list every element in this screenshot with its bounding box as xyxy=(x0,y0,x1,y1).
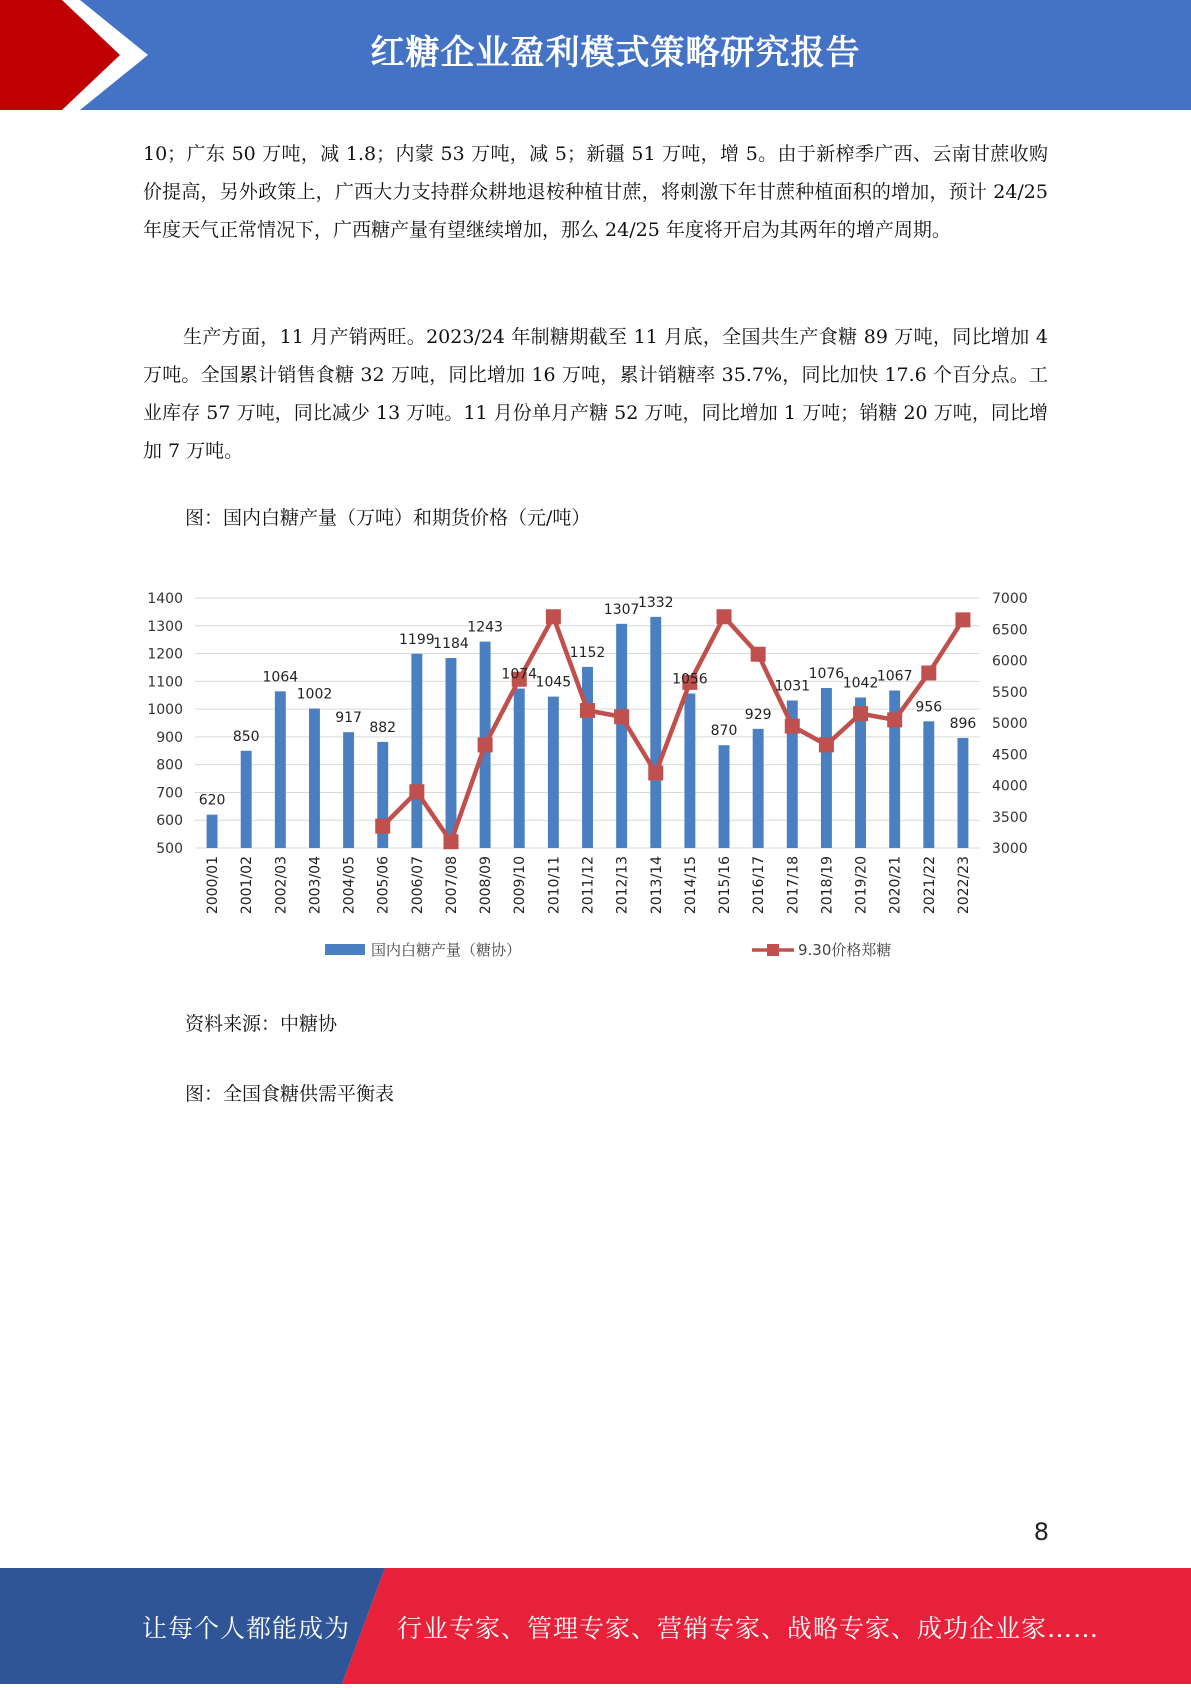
y-right-tick-label: 5000 xyxy=(992,716,1028,732)
y-left-tick-label: 800 xyxy=(156,757,183,774)
bar xyxy=(275,691,286,848)
x-tick-label: 2013/14 xyxy=(648,856,665,915)
price-marker xyxy=(921,666,936,681)
x-tick-label: 2019/20 xyxy=(853,856,870,915)
bar-data-label: 1307 xyxy=(603,601,640,618)
body-paragraph-1: 10；广东 50 万吨，减 1.8；内蒙 53 万吨，减 5；新疆 51 万吨，增 5。由于新榨季广西、云南甘蔗收购价提高，另外政策上，广西大力支持群众耕地退桉种植甘蔗，将刺激下年甘蔗种植面积的增加，预计 24/25 年度天气正常情况下，广西糖产量有望继续增加，那么 24/25 年度将开启为其两年的增产周期。 xyxy=(143,143,1048,241)
price-marker xyxy=(887,712,902,727)
footer-slogan-left: 让每个人都能成为 xyxy=(142,1614,351,1643)
x-tick-label: 2021/22 xyxy=(921,856,938,915)
x-tick-label: 2018/19 xyxy=(819,856,836,915)
legend-bar-swatch xyxy=(325,944,365,955)
bar xyxy=(753,729,764,848)
y-left-tick-label: 1200 xyxy=(147,646,183,663)
bar xyxy=(923,721,934,848)
y-left-tick-label: 600 xyxy=(156,813,183,830)
bar xyxy=(207,815,218,848)
source-note: 资料来源：中糖协 xyxy=(185,1013,338,1035)
x-tick-label: 2016/17 xyxy=(751,856,768,915)
bar xyxy=(821,688,832,848)
page-number: 8 xyxy=(1033,1518,1049,1546)
bar-data-label: 1002 xyxy=(296,686,333,703)
bar-data-label: 956 xyxy=(915,699,943,716)
x-tick-label: 2014/15 xyxy=(682,856,699,915)
bar-data-label: 850 xyxy=(232,728,260,745)
price-marker xyxy=(478,737,493,752)
table-caption: 图：全国食糖供需平衡表 xyxy=(185,1083,395,1105)
bar xyxy=(548,697,559,848)
price-marker xyxy=(409,784,424,799)
price-marker xyxy=(785,719,800,734)
y-left-tick-label: 1400 xyxy=(147,591,183,607)
x-tick-label: 2011/12 xyxy=(580,856,597,915)
x-tick-label: 2010/11 xyxy=(546,856,563,915)
y-right-tick-label: 3000 xyxy=(992,841,1028,857)
bar-data-label: 896 xyxy=(949,716,977,732)
legend-bar-label: 国内白糖产量（糖协） xyxy=(371,941,522,959)
x-tick-label: 2001/02 xyxy=(239,856,256,915)
x-tick-label: 2003/04 xyxy=(307,856,324,915)
y-right-tick-label: 5500 xyxy=(992,684,1028,701)
bar xyxy=(343,732,354,848)
bar xyxy=(616,624,627,848)
bar-data-label: 1152 xyxy=(569,644,606,661)
y-right-tick-label: 6000 xyxy=(992,653,1028,670)
x-tick-label: 2002/03 xyxy=(273,856,290,915)
y-right-tick-label: 3500 xyxy=(992,809,1028,826)
bar-data-label: 1042 xyxy=(842,675,879,692)
bar-data-label: 1064 xyxy=(262,669,299,686)
bar-data-label: 929 xyxy=(744,706,772,723)
x-tick-label: 2008/09 xyxy=(478,856,495,915)
bar-data-label: 1056 xyxy=(672,671,708,688)
x-tick-label: 2012/13 xyxy=(614,856,631,915)
x-tick-label: 2020/21 xyxy=(887,856,904,915)
bar xyxy=(309,709,320,848)
bar-data-label: 1074 xyxy=(501,666,538,683)
price-line xyxy=(383,617,963,842)
bar xyxy=(650,617,661,848)
x-tick-label: 2004/05 xyxy=(341,856,358,915)
y-left-tick-label: 1100 xyxy=(147,674,183,691)
y-left-tick-label: 900 xyxy=(156,729,183,746)
bar xyxy=(446,658,457,848)
price-marker xyxy=(955,612,970,627)
x-tick-label: 2015/16 xyxy=(717,856,734,915)
report-title: 红糖企业盈利模式策略研究报告 xyxy=(370,33,861,73)
bar xyxy=(411,654,422,848)
price-marker xyxy=(614,709,629,724)
bar-data-label: 1076 xyxy=(808,666,845,682)
x-tick-label: 2009/10 xyxy=(512,856,529,915)
y-right-tick-label: 4000 xyxy=(992,778,1028,795)
y-left-tick-label: 1300 xyxy=(147,618,183,635)
y-right-tick-label: 4500 xyxy=(992,747,1028,764)
price-marker xyxy=(853,706,868,721)
bar xyxy=(719,745,730,848)
bar xyxy=(957,738,968,848)
x-tick-label: 2017/18 xyxy=(785,856,802,915)
page-header xyxy=(0,0,1191,110)
x-tick-label: 2006/07 xyxy=(409,856,426,915)
price-marker xyxy=(819,737,834,752)
y-right-tick-label: 6500 xyxy=(992,622,1028,639)
bar-data-label: 882 xyxy=(369,719,397,736)
chart-caption: 图：国内白糖产量（万吨）和期货价格（元/吨） xyxy=(185,507,591,529)
body-paragraph-2: 生产方面，11 月产销两旺。2023/24 年制糖期截至 11 月底，全国共生产食糖 89 万吨，同比增加 4 万吨。全国累计销售食糖 32 万吨，同比增加 16 万吨，累计销糖率 35.7%，同比加快 17.6 个百分点。工业库存 57 万吨，同比减少 13 万吨。11 月份单月产糖 52 万吨，同比增加 1 万吨；销糖 20 万吨，同比增加 7 万吨。 xyxy=(143,326,1048,462)
bar-data-label: 1184 xyxy=(433,636,469,652)
x-tick-label: 2000/01 xyxy=(205,856,222,915)
bar xyxy=(684,694,695,848)
bar xyxy=(514,689,525,848)
bar-data-label: 620 xyxy=(198,792,226,809)
production-price-chart xyxy=(140,580,1060,970)
bar-data-label: 870 xyxy=(710,723,738,740)
x-tick-label: 2007/08 xyxy=(443,856,460,915)
y-right-tick-label: 7000 xyxy=(992,591,1028,607)
x-tick-label: 2022/23 xyxy=(955,856,972,915)
price-marker xyxy=(717,609,732,624)
bar-data-label: 1243 xyxy=(467,619,503,636)
bar-data-label: 1067 xyxy=(876,668,913,685)
y-left-tick-label: 1000 xyxy=(147,702,183,719)
y-left-tick-label: 500 xyxy=(156,841,183,857)
price-marker xyxy=(580,703,595,718)
bar-data-label: 1332 xyxy=(637,594,674,611)
legend-line-marker xyxy=(767,944,779,956)
footer-slogan-right: 行业专家、管理专家、营销专家、战略专家、成功企业家…… xyxy=(397,1614,1100,1643)
price-marker xyxy=(443,834,458,849)
price-marker xyxy=(375,819,390,834)
bar-data-label: 1045 xyxy=(535,674,572,691)
price-marker xyxy=(648,766,663,781)
bar-data-label: 1199 xyxy=(399,631,435,648)
x-tick-label: 2005/06 xyxy=(375,856,392,915)
bar xyxy=(241,751,252,848)
bar-data-label: 1031 xyxy=(774,678,811,695)
bar-data-label: 917 xyxy=(335,710,362,727)
price-marker xyxy=(546,609,561,624)
page-footer xyxy=(0,1568,1191,1684)
price-marker xyxy=(751,647,766,662)
y-left-tick-label: 700 xyxy=(156,785,183,802)
legend-line-label: 9.30价格郑糖 xyxy=(798,941,892,959)
